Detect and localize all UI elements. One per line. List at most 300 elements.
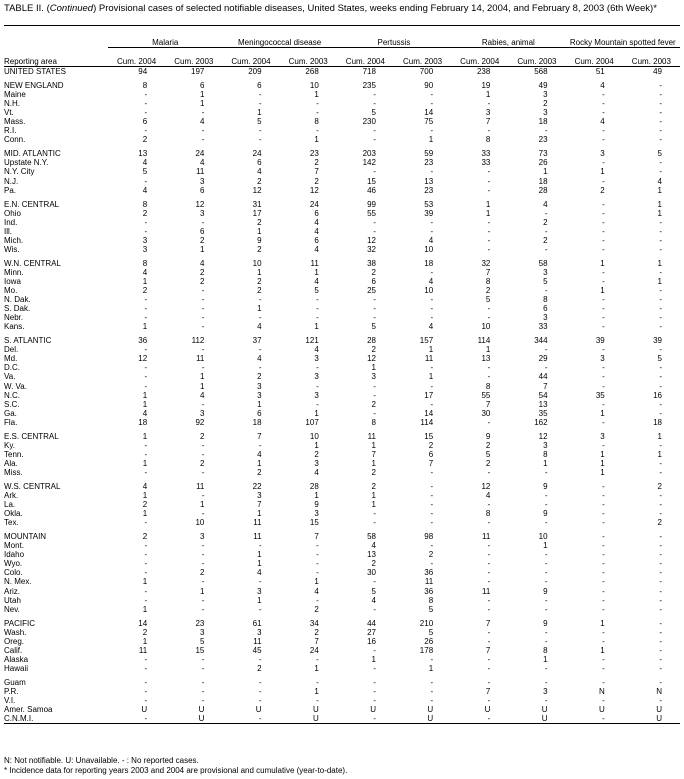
count-cell: -	[602, 277, 605, 286]
count-cell: 4	[142, 185, 148, 195]
count-cell: -	[316, 399, 319, 409]
count-cell: 5	[428, 627, 434, 637]
count-cell: -	[201, 295, 205, 305]
count-cell: 23	[195, 618, 205, 628]
table-row	[4, 286, 680, 295]
count-cell: -	[201, 126, 205, 136]
count-cell: 10	[252, 258, 262, 268]
count-cell: 5	[257, 117, 262, 127]
count-cell: 6	[199, 226, 205, 236]
count-cell: -	[144, 345, 148, 355]
count-cell: -	[487, 244, 491, 254]
count-cell: U	[141, 705, 148, 715]
reporting-area-cell: N.C.	[4, 390, 20, 400]
count-cell: -	[659, 363, 662, 373]
count-cell: 1	[485, 199, 491, 209]
count-cell: 3	[199, 176, 205, 186]
reporting-area-cell: Conn.	[4, 135, 26, 145]
count-cell: -	[602, 381, 605, 391]
count-cell: 2	[371, 467, 376, 477]
table-row	[4, 167, 680, 176]
count-cell: -	[201, 399, 205, 409]
count-cell: 11	[424, 577, 434, 587]
table-row	[4, 313, 680, 322]
reporting-area-cell: Tenn.	[4, 449, 24, 459]
count-cell: -	[602, 541, 605, 551]
count-cell: 10	[424, 286, 434, 296]
count-cell: -	[659, 532, 662, 542]
count-cell: -	[373, 226, 376, 236]
count-cell: 15	[195, 645, 205, 655]
count-cell: -	[544, 636, 548, 646]
count-cell: 33	[538, 322, 548, 332]
count-cell: 39	[595, 336, 605, 346]
count-cell: 2	[543, 99, 548, 109]
count-cell: 4	[371, 541, 376, 551]
count-cell: 2	[314, 176, 319, 186]
count-cell: -	[659, 559, 662, 569]
count-cell: 3	[199, 208, 205, 218]
count-cell: 18	[138, 417, 148, 427]
count-cell: 2	[199, 235, 205, 245]
count-cell: 2	[485, 440, 491, 450]
count-cell: 11	[253, 636, 262, 646]
count-cell: 1	[657, 199, 662, 209]
header-cum-2004: Cum. 2004	[566, 48, 623, 67]
count-cell: -	[144, 176, 148, 186]
count-cell: -	[602, 108, 605, 118]
count-cell: -	[430, 481, 434, 491]
count-cell: -	[602, 586, 605, 596]
count-cell: -	[144, 304, 148, 314]
count-cell: -	[487, 577, 491, 587]
count-cell: -	[222, 714, 279, 724]
reporting-area-cell: Minn.	[4, 267, 24, 277]
count-cell: -	[544, 677, 548, 687]
table-row	[4, 209, 680, 218]
reporting-area-cell: Mich.	[4, 235, 24, 245]
reporting-area-cell: Idaho	[4, 550, 25, 560]
reporting-area-cell: MID. ATLANTIC	[4, 149, 61, 159]
count-cell: -	[373, 390, 376, 400]
header-sub-row	[4, 48, 680, 67]
count-cell: -	[430, 467, 434, 477]
count-cell: -	[430, 399, 434, 409]
count-cell: -	[316, 541, 319, 551]
count-cell: 16	[367, 636, 376, 646]
count-cell: 11	[196, 167, 205, 177]
count-cell: 568	[534, 67, 548, 77]
count-cell: -	[258, 696, 262, 706]
count-cell: 1	[314, 135, 319, 145]
count-cell: 5	[371, 322, 376, 332]
count-cell: -	[373, 304, 376, 314]
count-cell: 4	[142, 408, 148, 418]
reporting-area-cell: Amer. Samoa	[4, 705, 53, 715]
table-row	[4, 518, 680, 527]
table-row	[4, 245, 680, 254]
count-cell: 18	[538, 176, 548, 186]
reporting-area-cell: Oreg.	[4, 636, 25, 646]
count-cell: 6	[142, 117, 148, 127]
count-cell: 8	[485, 381, 491, 391]
table-row	[4, 108, 680, 117]
count-cell: 197	[191, 67, 205, 77]
reporting-area-cell: V.I.	[4, 696, 16, 706]
count-cell: 4	[314, 226, 319, 236]
count-cell: -	[258, 90, 262, 100]
count-cell: 3	[199, 532, 205, 542]
count-cell: 24	[309, 199, 319, 209]
count-cell: U	[484, 705, 491, 715]
count-cell: -	[487, 677, 491, 687]
count-cell: 209	[248, 67, 262, 77]
count-cell: 99	[367, 199, 376, 209]
count-cell: -	[659, 99, 662, 109]
count-cell: -	[487, 541, 491, 551]
count-cell: -	[316, 696, 319, 706]
count-cell: -	[487, 550, 491, 560]
count-cell: -	[487, 99, 491, 109]
count-cell: -	[544, 126, 548, 136]
count-cell: -	[602, 627, 605, 637]
count-cell: N	[656, 686, 662, 696]
count-cell: 4	[199, 390, 205, 400]
count-cell: -	[430, 304, 434, 314]
count-cell: 2	[199, 267, 205, 277]
count-cell: -	[602, 176, 605, 186]
count-cell: -	[659, 399, 662, 409]
count-cell: 38	[367, 258, 376, 268]
count-cell: 28	[309, 481, 319, 491]
table-row	[4, 432, 680, 441]
table-row	[4, 90, 680, 99]
reporting-area-cell: S. Dak.	[4, 304, 31, 314]
count-cell: 2	[371, 481, 376, 491]
count-cell: 1	[142, 636, 148, 646]
reporting-area-cell: Del.	[4, 345, 19, 355]
count-cell: -	[659, 295, 662, 305]
reporting-area-cell: E.N. CENTRAL	[4, 199, 60, 209]
count-cell: -	[373, 381, 376, 391]
count-cell: -	[258, 654, 262, 664]
count-cell: U	[508, 714, 565, 724]
table-row	[4, 577, 680, 586]
table-row	[4, 149, 680, 158]
count-cell: -	[487, 235, 491, 245]
count-cell: -	[602, 217, 605, 227]
count-cell: 34	[309, 618, 319, 628]
count-cell: 235	[362, 81, 376, 91]
count-cell: U	[656, 705, 662, 715]
count-cell: 7	[485, 117, 491, 127]
count-cell: 2	[142, 532, 148, 542]
count-cell: U	[623, 714, 680, 724]
count-cell: 3	[257, 627, 262, 637]
count-cell: U	[280, 714, 337, 724]
count-cell: 39	[653, 336, 662, 346]
count-cell: 8	[543, 295, 548, 305]
count-cell: 16	[653, 390, 662, 400]
count-cell: -	[659, 696, 662, 706]
count-cell: -	[430, 654, 434, 664]
table-row	[4, 705, 680, 714]
count-cell: 11	[424, 354, 434, 364]
footnote-legend: N: Not notifiable. U: Unavailable. - : No reported cases.	[4, 756, 199, 765]
header-blank	[4, 26, 108, 48]
count-cell: 3	[314, 354, 319, 364]
count-cell: -	[659, 663, 662, 673]
table-row	[4, 336, 680, 345]
count-cell: -	[544, 208, 548, 218]
count-cell: -	[373, 663, 376, 673]
count-cell: 1	[257, 108, 262, 118]
count-cell: -	[373, 90, 376, 100]
count-cell: 2	[257, 467, 262, 477]
count-cell: -	[659, 440, 662, 450]
count-cell: 2	[142, 208, 148, 218]
count-cell: -	[544, 559, 548, 569]
count-cell: 13	[538, 399, 548, 409]
count-cell: 4	[314, 277, 319, 286]
count-cell: -	[144, 654, 148, 664]
count-cell: 9	[543, 586, 548, 596]
count-cell: 3	[257, 381, 262, 391]
count-cell: 25	[367, 286, 376, 296]
count-cell: 3	[314, 372, 319, 382]
count-cell: 36	[424, 568, 434, 578]
count-cell: -	[602, 491, 605, 501]
count-cell: -	[201, 677, 205, 687]
reporting-area-cell: Alaska	[4, 654, 29, 664]
count-cell: -	[659, 217, 662, 227]
count-cell: 1	[142, 277, 148, 286]
count-cell: 2	[543, 217, 548, 227]
count-cell: -	[544, 467, 548, 477]
count-cell: -	[430, 90, 434, 100]
count-cell: 1	[142, 322, 148, 332]
table-row	[4, 158, 680, 167]
count-cell: 2	[428, 550, 434, 560]
count-cell: -	[430, 559, 434, 569]
count-cell: -	[316, 126, 319, 136]
count-cell: -	[602, 636, 605, 646]
count-cell: -	[659, 381, 662, 391]
count-cell: 15	[367, 176, 376, 186]
count-cell: 1	[543, 167, 548, 177]
count-cell: 3	[142, 244, 148, 254]
count-cell: -	[201, 654, 205, 664]
count-cell: 2	[657, 518, 662, 528]
count-cell: -	[144, 568, 148, 578]
count-cell: 5	[371, 586, 376, 596]
count-cell: 13	[138, 149, 148, 159]
count-cell: 4	[314, 345, 319, 355]
count-cell: -	[659, 322, 662, 332]
header-reporting-area: Reporting area	[4, 48, 108, 67]
table-row	[4, 482, 680, 491]
count-cell: 35	[595, 390, 605, 400]
count-cell: -	[144, 295, 148, 305]
count-cell: 27	[367, 627, 376, 637]
count-cell: 18	[252, 417, 262, 427]
count-cell: -	[144, 696, 148, 706]
count-cell: -	[316, 677, 319, 687]
count-cell: -	[659, 267, 662, 277]
count-cell: -	[602, 663, 605, 673]
reporting-area-cell: Wis.	[4, 244, 20, 254]
count-cell: 4	[142, 481, 148, 491]
count-cell: 114	[477, 336, 491, 346]
table-row	[4, 99, 680, 108]
count-cell: 5	[543, 277, 548, 286]
count-cell: -	[316, 654, 319, 664]
count-cell: 3	[543, 313, 548, 323]
count-cell: 28	[538, 185, 548, 195]
count-cell: -	[602, 90, 605, 100]
count-cell: 4	[600, 117, 605, 127]
count-cell: 1	[314, 408, 319, 418]
reporting-area-cell: Md.	[4, 354, 18, 364]
count-cell: -	[659, 645, 662, 655]
count-cell: -	[659, 541, 662, 551]
count-cell: 1	[657, 277, 662, 286]
count-cell: 4	[142, 267, 148, 277]
count-cell: -	[373, 313, 376, 323]
count-cell: -	[201, 449, 205, 459]
count-cell: 7	[485, 686, 491, 696]
count-cell: U	[541, 705, 548, 715]
count-cell: 1	[314, 440, 319, 450]
count-cell: -	[602, 372, 605, 382]
count-cell: 178	[419, 645, 434, 655]
count-cell: 75	[424, 117, 434, 127]
count-cell: 9	[257, 235, 262, 245]
count-cell: 6	[257, 408, 262, 418]
count-cell: 4	[657, 176, 662, 186]
count-cell: -	[373, 645, 376, 655]
count-cell: 4	[428, 235, 434, 245]
count-cell: 2	[257, 663, 262, 673]
count-cell: 2	[314, 627, 319, 637]
count-cell: -	[544, 363, 548, 373]
count-cell: -	[602, 135, 605, 145]
count-cell: -	[602, 696, 605, 706]
count-cell: 4	[314, 467, 319, 477]
count-cell: 230	[362, 117, 376, 127]
count-cell: -	[544, 226, 548, 236]
count-cell: 2	[371, 267, 376, 277]
count-cell: -	[659, 500, 662, 510]
count-cell: 1	[600, 258, 605, 268]
count-cell: 344	[534, 336, 548, 346]
table-row	[4, 277, 680, 286]
count-cell: -	[144, 372, 148, 382]
count-cell: N	[598, 686, 605, 696]
count-cell: 1	[199, 586, 205, 596]
count-cell: 12	[367, 235, 376, 245]
count-cell: -	[602, 208, 605, 218]
count-cell: 203	[362, 149, 376, 159]
count-cell: 142	[362, 158, 376, 168]
count-cell: 1	[485, 208, 491, 218]
count-cell: 2	[543, 235, 548, 245]
count-cell: 8	[543, 449, 548, 459]
count-cell: 1	[428, 663, 434, 673]
count-cell: -	[201, 467, 205, 477]
count-cell: -	[201, 604, 205, 614]
count-cell: -	[659, 244, 662, 254]
count-cell: 1	[428, 372, 434, 382]
reporting-area-cell: Ala.	[4, 458, 18, 468]
count-cell: -	[316, 559, 319, 569]
reporting-area-cell: Maine	[4, 90, 26, 100]
table-row	[4, 227, 680, 236]
count-cell: 13	[481, 354, 491, 364]
count-cell: -	[430, 677, 434, 687]
count-cell: 1	[657, 208, 662, 218]
count-cell: -	[659, 627, 662, 637]
count-cell: -	[602, 481, 605, 491]
count-cell: 1	[371, 500, 376, 510]
count-cell: -	[430, 491, 434, 501]
reporting-area-cell: Ark.	[4, 491, 19, 501]
count-cell: 8	[142, 81, 148, 91]
count-cell: 6	[314, 208, 319, 218]
count-cell: 718	[362, 67, 376, 77]
count-cell: 3	[485, 108, 491, 118]
count-cell: 6	[314, 235, 319, 245]
count-cell: 700	[419, 67, 434, 77]
count-cell: 1	[485, 90, 491, 100]
count-cell: -	[659, 550, 662, 560]
count-cell: -	[430, 363, 434, 373]
count-cell: 1	[657, 431, 662, 441]
count-cell: 10	[424, 244, 434, 254]
count-cell: 1	[543, 458, 548, 468]
count-cell: -	[487, 467, 491, 477]
count-cell: 1	[600, 408, 605, 418]
count-cell: -	[258, 604, 262, 614]
count-cell: U	[370, 705, 376, 715]
count-cell: -	[602, 158, 605, 168]
count-cell: -	[487, 696, 491, 706]
count-cell: 4	[485, 491, 491, 501]
table-row	[4, 532, 680, 541]
count-cell: 4	[257, 167, 262, 177]
count-cell: 3	[314, 509, 319, 519]
count-cell: -	[659, 226, 662, 236]
count-cell: 24	[252, 149, 262, 159]
count-cell: -	[602, 304, 605, 314]
count-cell: 1	[142, 390, 148, 400]
count-cell: 1	[142, 604, 148, 614]
count-cell: 4	[199, 117, 205, 127]
count-cell: -	[544, 244, 548, 254]
count-cell: -	[544, 604, 548, 614]
table-row	[4, 541, 680, 550]
table-row	[4, 646, 680, 655]
reporting-area-cell: W. Va.	[4, 381, 27, 391]
count-cell: -	[602, 559, 605, 569]
count-cell: 1	[600, 167, 605, 177]
count-cell: 23	[424, 158, 434, 168]
reporting-area-cell: Guam	[4, 677, 26, 687]
count-cell: -	[602, 518, 605, 528]
table-row	[4, 596, 680, 605]
count-cell: -	[659, 509, 662, 519]
count-cell: U	[313, 705, 319, 715]
